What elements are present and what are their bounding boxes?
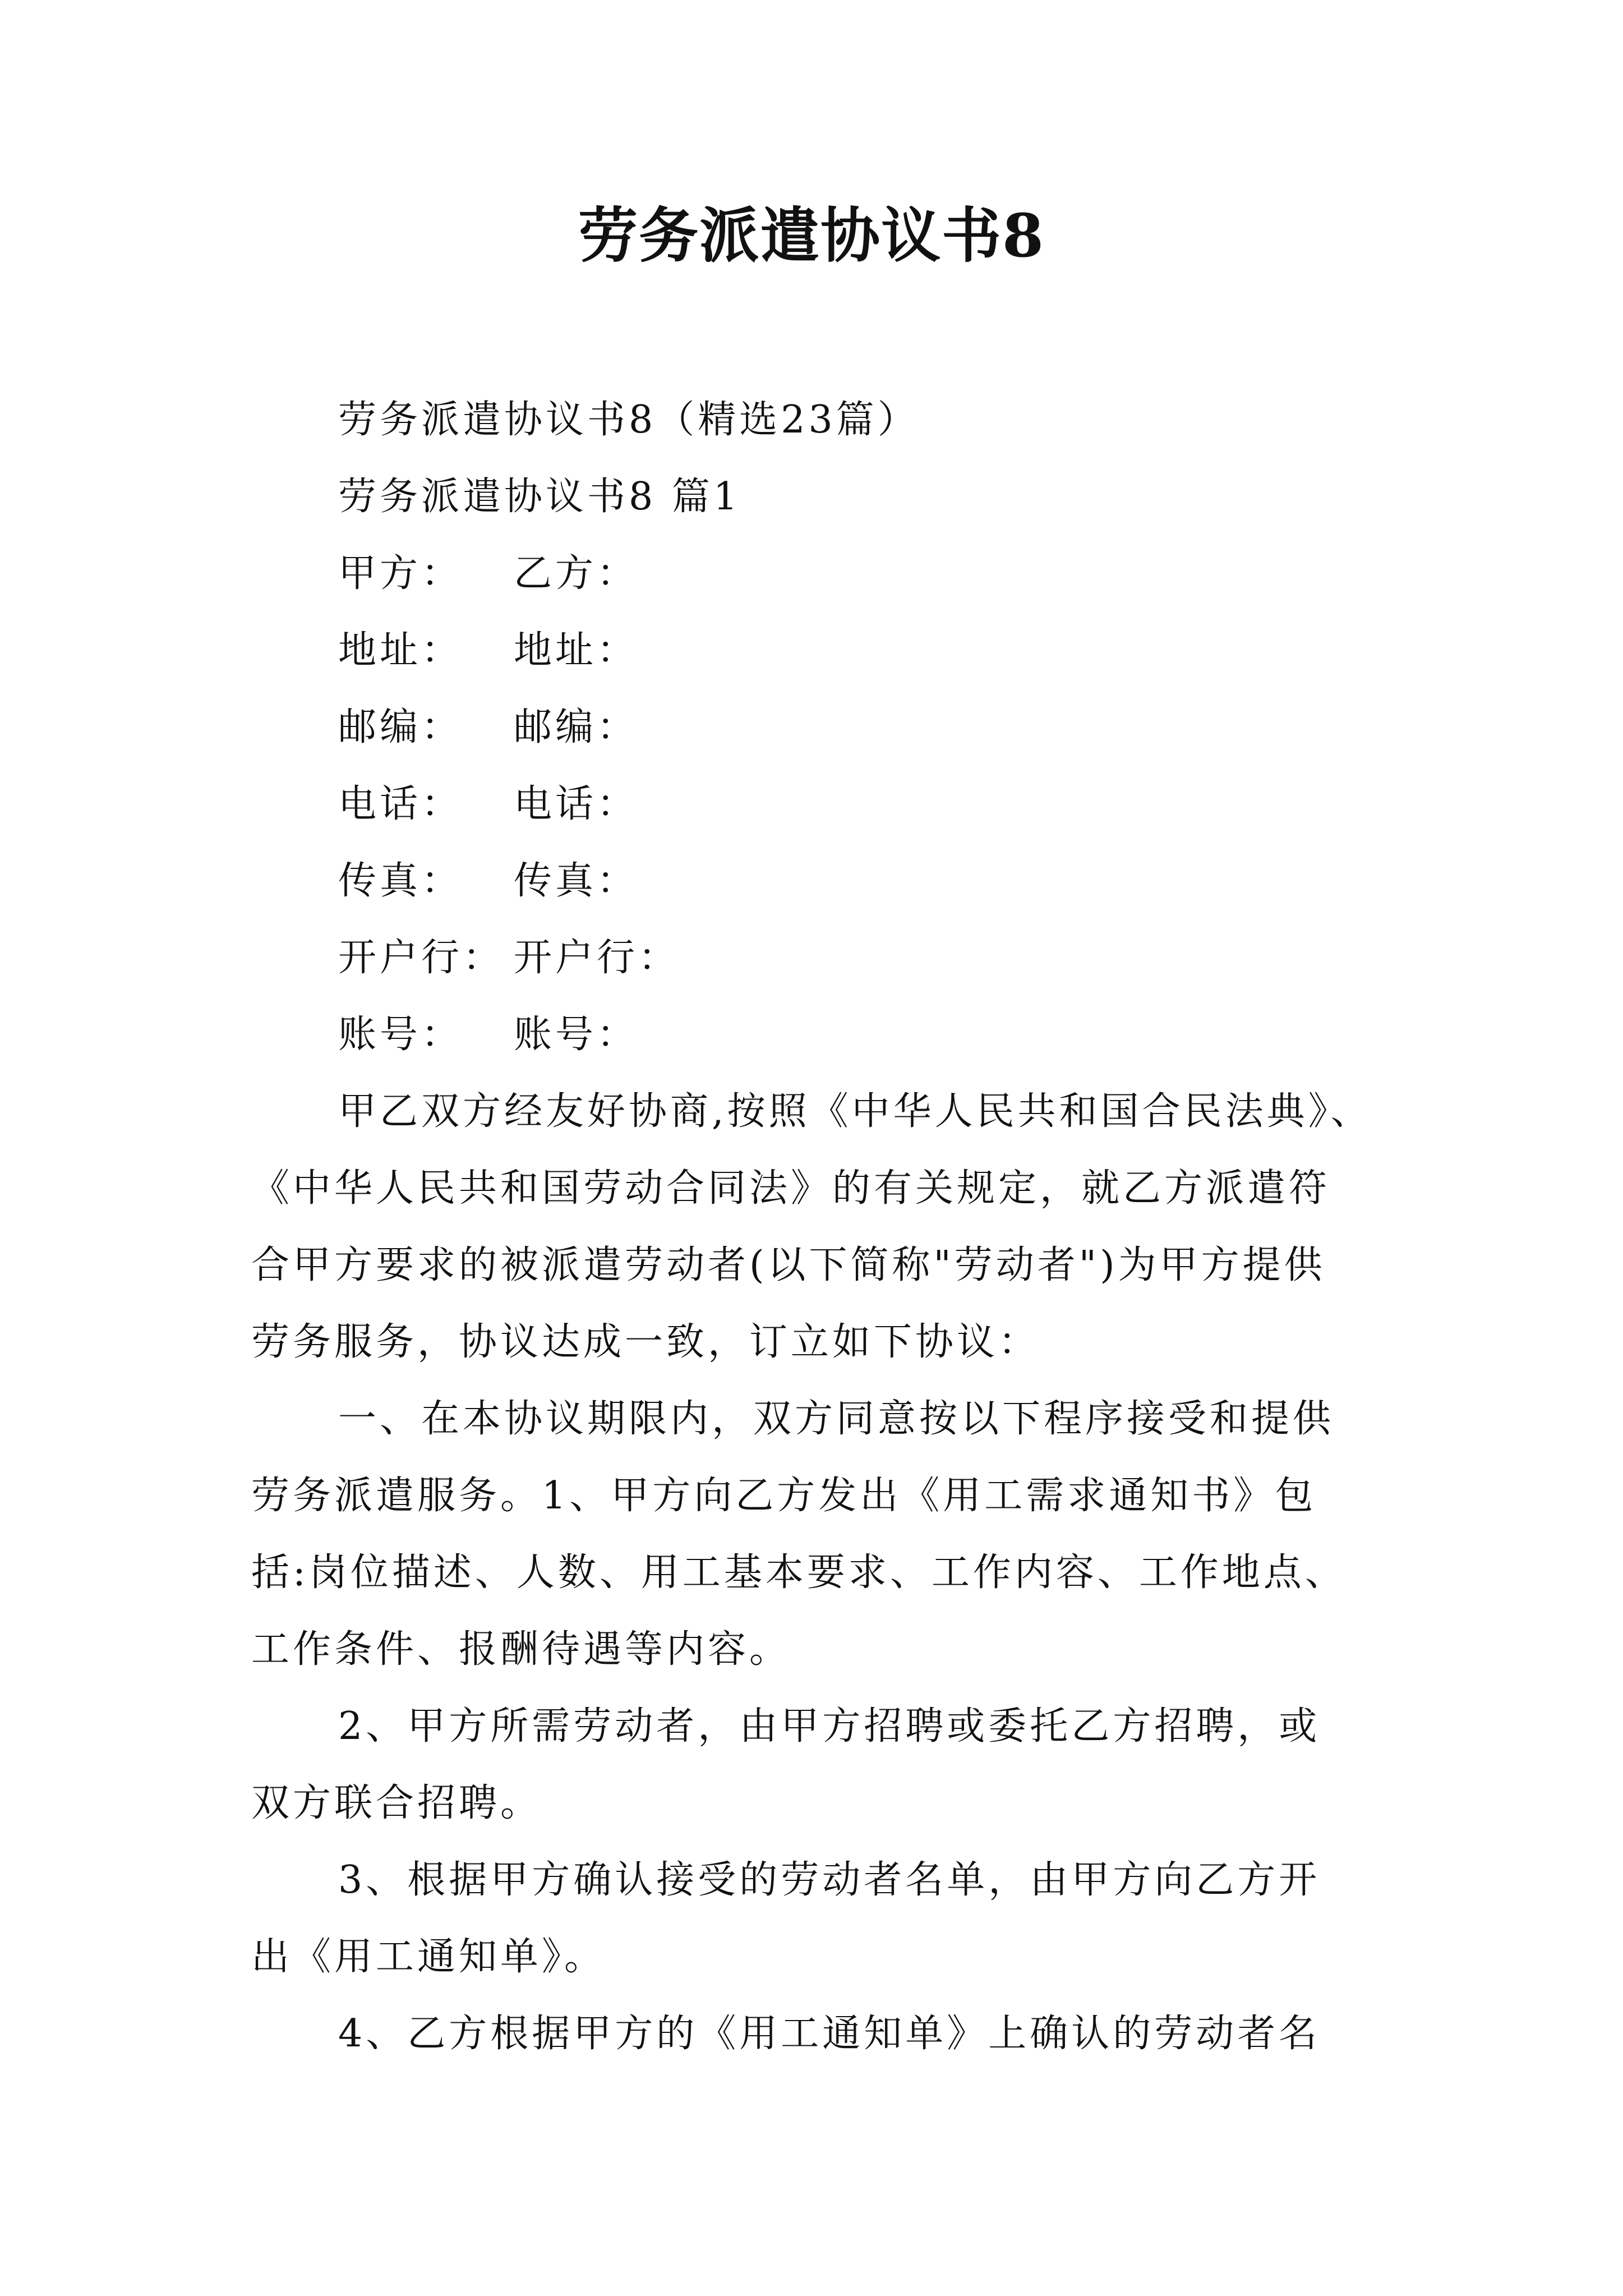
paragraph-line: 《中华人民共和国劳动合同法》的有关规定，就乙方派遣符 <box>251 1166 1331 1211</box>
field-row-bank <box>251 919 1373 996</box>
party-a-bank-label: 开户行： <box>338 936 505 980</box>
paragraph-line: 4、乙方根据甲方的《用工通知单》上确认的劳动者名 <box>338 2012 1321 2056</box>
paragraph-line: 3、根据甲方确认接受的劳动者名单，由甲方向乙方开 <box>338 1858 1321 1902</box>
document-title: 劳务派遣协议书8 <box>578 200 1045 270</box>
field-row-party <box>251 535 1373 612</box>
party-b-account-label: 账号： <box>514 1013 639 1057</box>
paragraph-line: 合甲方要求的被派遣劳动者(以下简称"劳动者")为甲方提供 <box>251 1243 1326 1287</box>
field-row-postcode <box>251 689 1373 766</box>
document-body <box>251 381 1373 2072</box>
party-a-account-label: 账号： <box>338 1013 463 1057</box>
paragraph-line: 2、甲方所需劳动者，由甲方招聘或委托乙方招聘，或 <box>338 1704 1321 1749</box>
field-row-fax <box>251 843 1373 919</box>
paragraph-line: 括:岗位描述、人数、用工基本要求、工作内容、工作地点、 <box>251 1550 1347 1595</box>
paragraph-line: 出《用工通知单》。 <box>251 1935 606 1979</box>
party-a-phone-label: 电话： <box>338 782 463 826</box>
paragraph-line: 甲乙双方经友好协商,按照《中华人民共和国合民法典》、 <box>338 1089 1372 1134</box>
document-subtitle: 劳务派遣协议书8（精选23篇） <box>338 398 919 442</box>
party-b-fax-label: 传真： <box>514 859 639 903</box>
paragraph-line: 劳务服务，协议达成一致，订立如下协议： <box>251 1320 1040 1364</box>
party-b-address-label: 地址： <box>514 628 639 673</box>
paragraph-line: 劳务派遣服务。1、甲方向乙方发出《用工需求通知书》包 <box>251 1474 1317 1518</box>
party-a-postcode-label: 邮编： <box>338 705 463 749</box>
section-heading: 劳务派遣协议书8 篇1 <box>338 475 741 519</box>
party-b-bank-label: 开户行： <box>514 936 680 980</box>
party-a-address-label: 地址： <box>338 628 463 673</box>
paragraph-line: 双方联合招聘。 <box>251 1781 542 1825</box>
party-b-label: 乙方： <box>514 551 639 596</box>
field-row-account <box>251 996 1373 1073</box>
party-a-fax-label: 传真： <box>338 859 463 903</box>
party-b-postcode-label: 邮编： <box>514 705 639 749</box>
field-row-address <box>251 612 1373 689</box>
party-b-phone-label: 电话： <box>514 782 639 826</box>
paragraph-line: 工作条件、报酬待遇等内容。 <box>251 1627 791 1672</box>
party-a-label: 甲方： <box>338 551 463 596</box>
field-row-phone <box>251 766 1373 843</box>
paragraph-line: 一、在本协议期限内，双方同意按以下程序接受和提供 <box>338 1397 1335 1441</box>
